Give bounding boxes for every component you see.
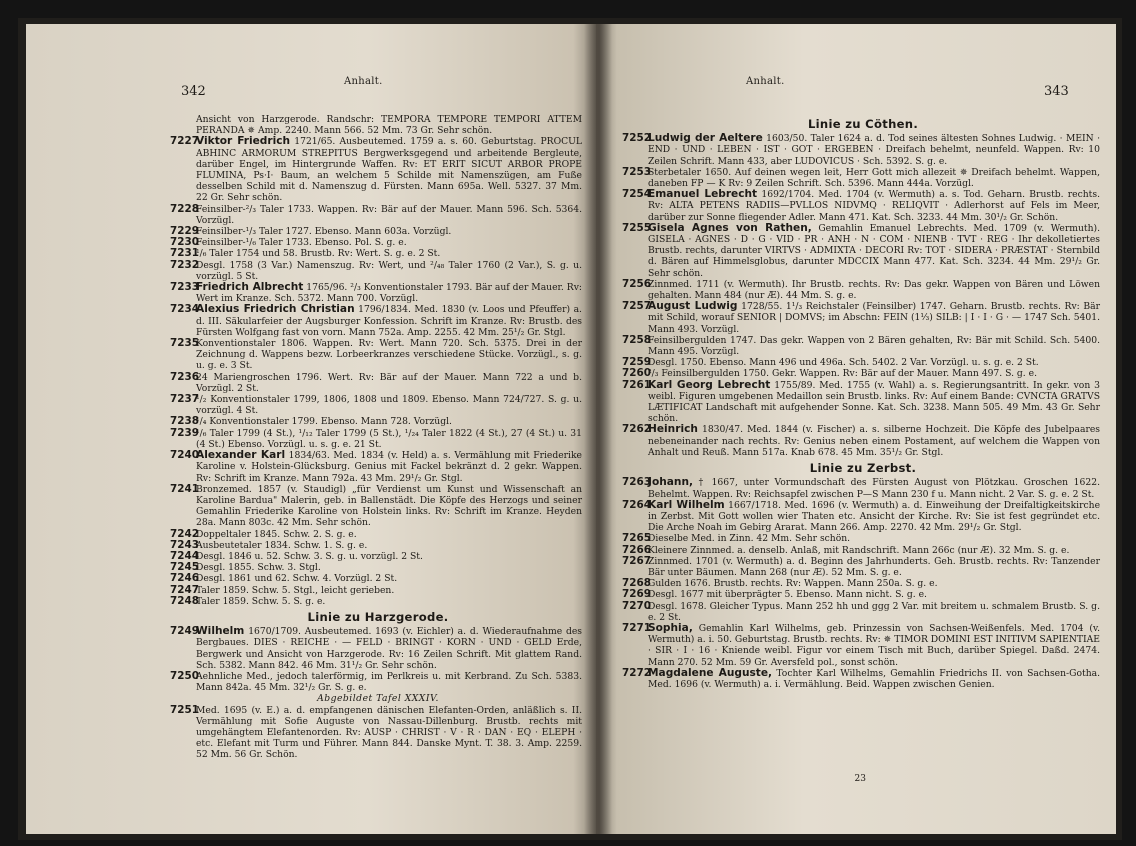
entry-description: Feinsilber-¹/₃ Taler 1727. Ebenso. Mann 603a. Vorzügl.: [196, 226, 452, 238]
entry-description: 1667/1718. Med. 1696 (v. Wermuth) a. d. Einweihung der Dreifaltigkeitskirche in Zerbst. Mit Gott wollen wier Thaten etc. Ansicht der Kirche. Rv: Sie ist fest gegründet etc. Die Arche Noah im Gebirg Ararat. Mann 266. Amp. 2270. 42 Mm. 29¹/₂ Gr. Stgl.: [648, 499, 1101, 534]
entry-number: 7241: [170, 482, 199, 495]
catalog-entry: [170, 236, 582, 249]
ruler-name: Johann,: [648, 476, 694, 489]
catalog-entry: [622, 599, 1100, 623]
catalog-entry: [170, 202, 582, 226]
entry-number: 7270: [622, 599, 651, 612]
entry-description: Desgl. 1750. Ebenso. Mann 496 und 496a. Sch. 5402. 2 Var. Vorzügl. u. s. g. e. 2 St.: [648, 357, 1039, 369]
entry-number: 7268: [622, 577, 651, 590]
entry-description: Doppeltaler 1845. Schw. 2. S. g. e.: [196, 528, 357, 540]
entry-description: Gemahlin Emanuel Lebrechts. Med. 1709 (v. Wermuth). GISELA · AGNES · D · G · VID · PR · ANH · N · COM · NIENB · TVT · REG · Ihr dekolletiertes Brustb. rechts, darunter VIRTVS · ADMIXTA · DECORI Rv: TOT · SIDERA · PRÆSTAT · Sternbild d. Bären auf Himmelsglobus, darunter MDCCIX Mann 477. Kat. Sch. 3234. 44 Mm. 29¹/₂ Gr. Sehr schön.: [648, 222, 1100, 279]
ruler-name: Ludwig der Aeltere: [648, 132, 763, 145]
entry-description: ¹/₂ Konventionstaler 1799, 1806, 1808 und 1809. Ebenso. Mann 724/727. S. g. u. vorzügl. 4 St.: [196, 394, 582, 417]
catalog-entry: [622, 132, 1100, 167]
ruler-name: Emanuel Lebrecht: [648, 188, 758, 201]
entry-number: 7253: [622, 165, 651, 178]
ruler-name: August Ludwig: [648, 300, 738, 313]
entry-description: Desgl. 1861 und 62. Schw. 4. Vorzügl. 2 St.: [196, 573, 398, 585]
entry-number: 7238: [170, 415, 199, 428]
entry-number: 7263: [622, 476, 651, 489]
entry-description: Desgl. 1677 mit überprägter 5. Ebenso. Mann nicht. S. g. e.: [648, 589, 927, 601]
entry-description: 1692/1704. Med. 1704 (v. Wermuth) a. s. Tod. Geharn. Brustb. rechts. Rv: ALTA PETENS RADIIS—PVLLOS NIDVMQ · RELIQVIT · Adlerhorst auf Fels im Meer, darüber zur Sonne fliegender Adler. Mann 471. Kat. Sch. 3233. 44 Mm. 30¹/₂ Gr. Schön.: [648, 189, 1101, 223]
ruler-name: Karl Wilhelm: [648, 498, 725, 511]
entry-number: 7255: [622, 221, 651, 234]
catalog-entry: [622, 165, 1100, 190]
ruler-name: Sophia,: [648, 621, 693, 634]
catalog-entry: [170, 583, 582, 596]
left-column: [170, 114, 583, 761]
catalog-entry: [622, 356, 1100, 369]
catalog-entry: [170, 572, 582, 585]
ruler-name: Alexius Friedrich Christian: [196, 303, 355, 316]
entry-description: 1721/65. Ausbeutemed. 1759 a. s. 60. Geburtstag. PROCUL ABHINC ARMORUM STREPITUS Bergwerksgegend und arbeitende Bergleute, darüber Engel, im Hintergrunde Waffen. Rv: ET ERIT SICUT ARBOR PROPE FLUMINA, Ps·I· Baum, an welchem 5 Schilde mit Namenszügen, am Fuße desselben Schild mit d. Namenszug d. Fürsten. Mann 695a. Well. 5327. 37 Mm. 22 Gr. Sehr schön.: [196, 136, 583, 204]
catalog-entry: [170, 549, 582, 562]
catalog-entry: [170, 703, 582, 761]
catalog-entry: [170, 415, 582, 428]
entry-description: 1670/1709. Ausbeutemed. 1693 (v. Eichler) a. d. Wiederaufnahme des Bergbaues. DIES · REICHE · — FELD · BRINGT · KORN · UND · GELD Erde, Bergwerk und Ansicht von Harzgerode. Rv: 16 Zeilen Schrift. Mit glattem Rand. Sch. 5382. Mann 842. 46 Mm. 31¹/₂ Gr. Sehr schön.: [196, 626, 582, 671]
entry-description: Tochter Karl Wilhelms, Gemahlin Friedrichs II. von Sachsen-Gotha. Med. 1696 (v. Wermuth) a. i. Vermählung. Beid. Wappen zwischen Genien.: [648, 667, 1101, 690]
entry-description: 1728/55. 1¹/₃ Reichstaler (Feinsilber) 1747. Geharn. Brustb. rechts. Rv: Bär mit Schild, worauf SENIOR | DOMVS; im Abschn: FEIN (1⅓) SILB: | I · I · G · — 1747 Sch. 5401. Mann 493. Vorzügl.: [648, 301, 1100, 335]
catalog-entry: [622, 188, 1101, 223]
entry-description: Feinsilbergulden 1747. Das gekr. Wappen von 2 Bären gehalten, Rv: Bär mit Schild. Sch. 5400. Mann 495. Vorzügl.: [648, 334, 1100, 358]
catalog-entry: [170, 561, 582, 574]
entry-description: Taler 1859. Schw. 5. S. g. e.: [196, 595, 326, 607]
entry-number: 7266: [622, 543, 651, 556]
entry-number: 7250: [170, 669, 199, 682]
entry-description: Aehnliche Med., jedoch talerförmig, im Perlkreis u. mit Kerbrand. Zu Sch. 5383. Mann 842a. 45 Mm. 32¹/₂ Gr. S. g. e.: [196, 670, 582, 694]
catalog-entry: [622, 378, 1101, 425]
ruler-name: Viktor Friedrich: [196, 135, 291, 148]
entry-number: 7234: [170, 303, 199, 316]
entry-description: Desgl. 1758 (3 Var.) Namenszug. Rv: Wert, und ²/₄₈ Taler 1760 (2 Var.), S. g. u. vorzügl. 5 St.: [196, 259, 582, 282]
catalog-entry: [170, 527, 582, 540]
catalog-entry: [622, 476, 1100, 500]
entry-number: 7251: [170, 703, 199, 716]
entry-number: 7246: [170, 572, 199, 585]
entry-number: 7262: [622, 423, 651, 436]
catalog-entry: [622, 543, 1100, 556]
entry-description: Dieselbe Med. in Zinn. 42 Mm. Sehr schön.: [648, 533, 851, 545]
catalog-entry: [622, 221, 1100, 279]
entry-description: Med. 1695 (v. E.) a. d. empfangenen dänischen Elefanten-Orden, anläßlich s. II. Vermählung mit Sofie Auguste von Nassau-Dillenburg. Brustb. rechts mit umgehängtem Elefantenorden. Rv: AUSP · CHRIST · V · R · DAN · EQ · ELEPH · etc. Elefant mit Turm und Führer. Mann 844. Danske Mynt. T. 38. 3. Amp. 2259. 52 Mm. 56 Gr. Schön.: [196, 704, 582, 761]
catalog-entry: [622, 621, 1100, 668]
entry-number: 7264: [622, 498, 651, 511]
catalog-entry: [170, 625, 582, 671]
entry-description: ¹/₆ Taler 1799 (4 St.), ¹/₁₂ Taler 1799 (5 St.), ¹/₂₄ Taler 1822 (4 St.), 27 (4 St.) u. 31 (4 St.) Ebenso. Vorzügl. u. s. g. e. 21 St.: [196, 427, 582, 450]
catalog-entry: [170, 594, 582, 607]
entry-description: 1755/89. Med. 1755 (v. Wahl) a. s. Regierungsantritt. In gekr. von 3 weibl. Figuren umgebenen Medaillon sein Brustb. links. Rv: Auf einem Bande: CVNCTA GRATVS LÆTIFICAT Landschaft mit aufgehender Sonne. Kat. Sch. 3238. Mann 505. 49 Mm. 43 Gr. Sehr schön.: [648, 379, 1101, 425]
running-head-left: Anhalt.: [344, 76, 383, 87]
open-book: [18, 18, 1122, 840]
catalog-entry: [170, 281, 582, 305]
entry-number: 7252: [622, 132, 651, 145]
entry-number: 7242: [170, 527, 199, 540]
entry-description: ¹/₆ Taler 1754 und 58. Brustb. Rv: Wert. S. g. e. 2 St.: [196, 248, 441, 260]
catalog-entry: [622, 277, 1100, 302]
catalog-entry: [622, 498, 1101, 534]
entry-number: 7258: [622, 333, 651, 346]
catalog-entry: [170, 538, 582, 551]
right-page: [596, 24, 1116, 834]
catalog-entry: [622, 300, 1100, 335]
entry-number: 7232: [170, 258, 199, 271]
catalog-entry: [170, 135, 583, 204]
entry-number: 7227: [170, 135, 199, 148]
catalog-entry: [622, 554, 1100, 578]
page-footer-number: 23: [854, 774, 866, 784]
entry-number: 7239: [170, 426, 199, 439]
left-page: [26, 24, 596, 834]
catalog-entry: [622, 423, 1101, 458]
entry-number: 7231: [170, 247, 199, 260]
entry-number: 7247: [170, 583, 199, 596]
catalog-entry: [622, 588, 1100, 601]
catalog-entry: [170, 303, 582, 338]
entry-number: 7230: [170, 236, 199, 249]
catalog-entry: [170, 370, 582, 394]
catalog-entry: [170, 258, 582, 282]
entry-number: 7229: [170, 225, 199, 238]
page-number-right: 343: [1044, 84, 1069, 99]
catalog-entry: [170, 225, 582, 238]
ruler-name: Wilhelm: [196, 625, 245, 638]
catalog-entry: [170, 337, 582, 372]
entry-description: Feinsilber-¹/₆ Taler 1733. Ebenso. Pol. S. g. e.: [196, 237, 407, 249]
entry-number: 7237: [170, 393, 199, 406]
ruler-name: Magdalene Auguste,: [648, 666, 773, 679]
ruler-name: Karl Georg Lebrecht: [648, 378, 771, 391]
ruler-name: Alexander Karl: [196, 449, 286, 462]
section-title: Linie zu Harzgerode.: [307, 609, 449, 624]
entry-description: Desgl. 1855. Schw. 3. Stgl.: [196, 562, 321, 574]
entry-number: 7235: [170, 337, 199, 350]
running-head-right: Anhalt.: [746, 76, 785, 87]
entry-number: 7259: [622, 356, 651, 369]
entry-number: 7236: [170, 370, 199, 383]
catalog-entry: [622, 577, 1100, 590]
section-title: Linie zu Cöthen.: [807, 117, 919, 131]
entry-number: 7267: [622, 554, 651, 567]
catalog-entry: [170, 247, 582, 260]
entry-number: 7271: [622, 621, 651, 634]
ruler-name: Gisela Agnes von Rathen,: [648, 221, 812, 234]
entry-number: 7249: [170, 625, 199, 638]
entry-number: 7248: [170, 594, 199, 607]
entry-description: Bronzemed. 1857 (v. Staudigl) „für Verdienst um Kunst und Wissenschaft an Karoline Bardua" Malerin, geb. in Ballenstädt. Die Köpfe des Herzogs und seiner Gemahlin Friederike Karoline von Holstein links. Rv: Schrift im Kranze. Heyden 28a. Mann 803c. 42 Mm. Sehr schön.: [196, 483, 582, 529]
entry-number: 7257: [622, 300, 651, 313]
entry-description: Ausbeutetaler 1834. Schw. 1. S. g. e.: [196, 539, 368, 551]
entry-description: Konventionstaler 1806. Wappen. Rv: Wert. Mann 720. Sch. 5375. Drei in der Zeichnung d. Wappens bezw. Lorbeerkranzes verschiedene Stücke. Vorzügl., s. g. u. g. e. 3 St.: [196, 338, 582, 372]
entry-description: † 1667, unter Vormundschaft des Fürsten August von Plötzkau. Groschen 1622. Behelmt. Wappen. Rv: Reichsapfel zwischen P—S Mann 230 f u. Mann nicht. 2 Var. S. g. e. 2 St.: [648, 477, 1100, 500]
entry-number: 7261: [622, 378, 651, 391]
entry-description: Feinsilber-²/₃ Taler 1733. Wappen. Rv: Bär auf der Mauer. Mann 596. Sch. 5364. Vorzügl.: [196, 203, 582, 226]
entry-description: Gemahlin Karl Wilhelms, geb. Prinzessin von Sachsen-Weißenfels. Med. 1704 (v. Wermuth) a. i. 50. Geburtstag. Brustb. rechts. Rv: ✵ TIMOR DOMINI EST INITIVM SAPIENTIAE · SIR · I · 16 · Kniende weibl. Figur vor einem Tisch mit Buch, darüber Spiegel. Daßd. 2474. Mann 270. 52 Mm. 59 Gr. Aversfeld pol., sonst schön.: [648, 622, 1100, 668]
entry-number: 7265: [622, 532, 651, 545]
entry-number: 7240: [170, 449, 199, 462]
entry-description: Zinnmed. 1711 (v. Wermuth). Ihr Brustb. rechts. Rv: Das gekr. Wappen von Bären und Löwen gehalten. Mann 484 (nur Æ). 44 Mm. S. g. e.: [648, 278, 1100, 302]
entry-number: 7243: [170, 538, 199, 551]
entry-number: 7269: [622, 588, 651, 601]
section-title: Linie zu Zerbst.: [809, 461, 917, 476]
catalog-entry: [170, 393, 582, 417]
entry-number: 7256: [622, 277, 651, 290]
plate-reference: Abgebildet Tafel XXXIV.: [317, 693, 439, 705]
catalog-entry: [170, 449, 582, 484]
entry-number: 7245: [170, 561, 199, 574]
catalog-entry: [622, 333, 1100, 358]
entry-description: Zinnmed. 1701 (v. Wermuth) a. d. Beginn des Jahrhunderts. Geh. Brustb. rechts. Rv: Tanzender Bär unter Bäumen. Mann 268 (nur Æ). 52 Mm. S. g. e.: [648, 555, 1100, 578]
ruler-name: Heinrich: [648, 423, 698, 436]
entry-number: 7254: [622, 188, 651, 201]
entry-description: 1834/63. Med. 1834 (v. Held) a. s. Vermählung mit Friederike Karoline v. Holstein-Glücksburg. Genius mit Fackel bekränzt d. 2 gekr. Wappen. Rv: Schrift im Kranze. Mann 792a. 43 Mm. 29¹/₂ Gr. Stgl.: [196, 450, 582, 484]
catalog-entry: [170, 669, 582, 694]
entry-description: Sterbetaler 1650. Auf deinen wegen leit, Herr Gott mich allezeit ✵ Dreifach behelmt. Wappen, daneben FP — K Rv: 9 Zeilen Schrift. Sch. 5396. Mann 444a. Vorzügl.: [648, 166, 1100, 190]
entry-number: 7233: [170, 281, 199, 294]
continued-paragraph: Ansicht von Harzgerode. Randschr: TEMPORA TEMPORE TEMPORI ATTEM PERANDA ✵ Amp. 2240. Mann 566. 52 Mm. 73 Gr. Sehr schön.: [196, 114, 582, 137]
ruler-name: Friedrich Albrecht: [196, 281, 304, 294]
entry-number: 7244: [170, 549, 199, 562]
entry-description: Desgl. 1846 u. 52. Schw. 3. S. g. u. vorzügl. 2 St.: [196, 550, 423, 562]
entry-number: 7228: [170, 202, 199, 215]
catalog-entry: [170, 482, 582, 529]
right-column: [622, 114, 1101, 690]
entry-description: 1603/50. Taler 1624 a. d. Tod seines ältesten Sohnes Ludwig. · MEIN · END · UND · LEBEN · IST · GOT · ERGEBEN · Dreifach behelmt, neunfeld. Wappen. Rv: 10 Zeilen Schrift. Mann 433, aber LUDOVICUS · Sch. 5392. S. g. e.: [648, 133, 1100, 167]
entry-description: 24 Mariengroschen 1796. Wert. Rv: Bär auf der Mauer. Mann 722 a und b. Vorzügl. 2 St.: [196, 371, 582, 394]
catalog-entry: [622, 532, 1100, 545]
page-number-left: 342: [181, 84, 206, 99]
entry-description: Kleinere Zinnmed. a. denselb. Anlaß, mit Randschrift. Mann 266c (nur Æ). 32 Mm. S. g. e.: [648, 544, 1070, 556]
entry-description: Taler 1859. Schw. 5. Stgl., leicht gerieben.: [196, 584, 395, 596]
entry-description: Gulden 1676. Brustb. rechts. Rv: Wappen. Mann 250a. S. g. e.: [648, 578, 938, 590]
entry-number: 7272: [622, 666, 651, 679]
entry-description: 1830/47. Med. 1844 (v. Fischer) a. s. silberne Hochzeit. Die Köpfe des Jubelpaares nebeneinander nach rechts. Rv: Genius neben einem Postament, auf welchem die Wappen von Anhalt und Reuß. Mann 517a. Knab 678. 45 Mm. 35¹/₂ Gr. Stgl.: [648, 424, 1101, 458]
entry-description: ¹/₄ Konventionstaler 1799. Ebenso. Mann 728. Vorzügl.: [196, 416, 452, 428]
catalog-entry: [170, 426, 582, 450]
book-gutter: [584, 24, 612, 834]
entry-number: 7260: [622, 367, 651, 380]
entry-description: ²/₃ Feinsilbergulden 1750. Gekr. Wappen. Rv: Bär auf der Mauer. Mann 497. S. g. e.: [648, 368, 1037, 380]
entry-description: 1765/96. ²/₃ Konventionstaler 1793. Bär auf der Mauer. Rv: Wert im Kranze. Sch. 5372. Mann 700. Vorzügl.: [196, 282, 582, 305]
entry-description: Desgl. 1678. Gleicher Typus. Mann 252 hh und ggg 2 Var. mit breitem u. schmalem Brustb. S. g. e. 2 St.: [648, 600, 1100, 623]
catalog-entry: [622, 666, 1101, 690]
entry-description: 1796/1834. Med. 1830 (v. Loos und Pfeuffer) a. d. III. Säkularfeier der Augsburger Konfession. Schrift im Kranze. Rv: Brustb. des Fürsten Wolfgang fast von vorn. Mann 752a. Amp. 2255. 42 Mm. 25¹/₂ Gr. Stgl.: [196, 304, 582, 338]
